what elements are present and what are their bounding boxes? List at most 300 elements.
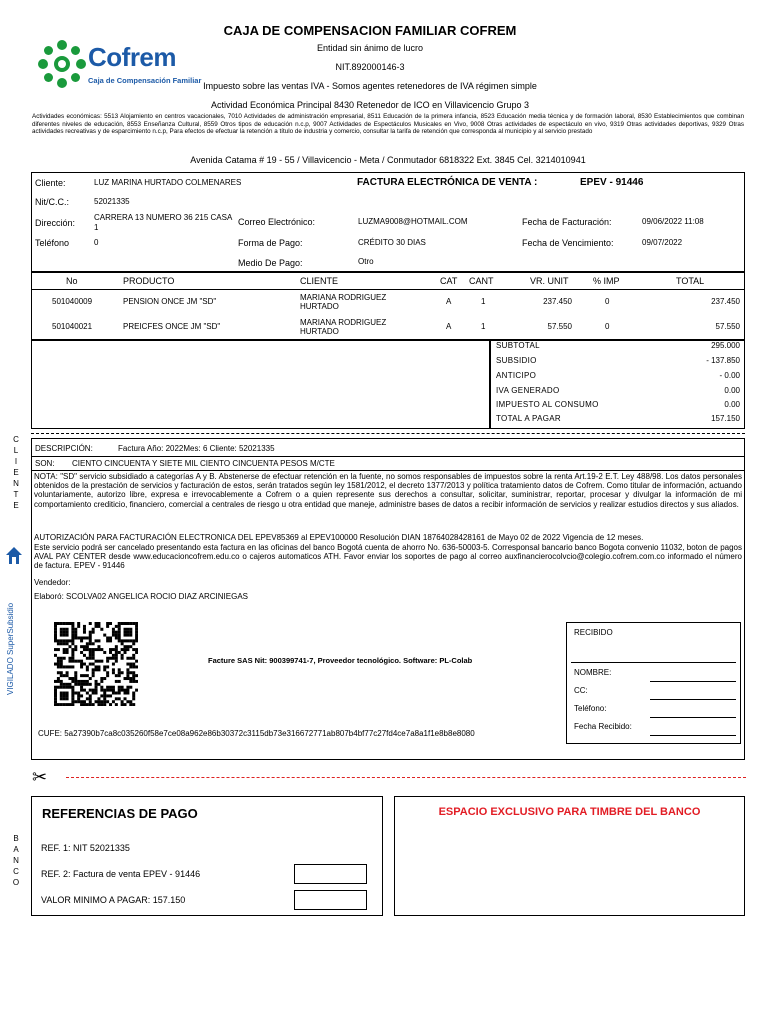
qr-module — [66, 628, 69, 631]
qr-module — [106, 700, 109, 703]
qr-module — [112, 671, 115, 674]
received-signature-line[interactable] — [571, 662, 736, 663]
qr-module — [74, 674, 77, 677]
qr-module — [129, 700, 132, 703]
qr-module — [115, 703, 118, 706]
qr-module — [95, 692, 98, 695]
qr-module — [112, 628, 115, 631]
advance-value: - 0.00 — [719, 371, 740, 380]
item-1-unit-value: 237.450 — [543, 297, 572, 306]
qr-module — [95, 648, 98, 651]
qr-module — [126, 700, 129, 703]
qr-code — [54, 622, 138, 706]
qr-module — [54, 654, 57, 657]
qr-module — [89, 639, 92, 642]
qr-module — [54, 692, 57, 695]
references-title: REFERENCIAS DE PAGO — [42, 806, 198, 821]
economic-activities: Actividades económicas: 5513 Alojamiento en centros vacacionales, 7010 Actividades de administración empresarial, 8511 Educación de la primera infancia, 8523 Educación media técnica y de formación laboral, 8530 Establecimientos que combinan diferentes niveles de educación, 8553 Enseñanza Cultural, 8559 Otros tipos de educación n.c.p, 9007 Actividades de Espectáculos Musicales en Vivo, 9008 Otras actividades de espectáculo en vivo, 9319 Otras actividades deportivas, 9329 Otras actividades recreativas y de esparcimiento n.c.p, Para efectos de efectuar la retención a título de industria y comercio, consultar la tarifa de retención que corresponda al municipio y al servicio prestado — [32, 113, 744, 136]
qr-module — [77, 636, 80, 639]
qr-module — [135, 625, 138, 628]
section-divider — [31, 433, 745, 434]
qr-module — [86, 636, 89, 639]
qr-module — [132, 694, 135, 697]
amount-words: CIENTO CINCUENTA Y SIETE MIL CIENTO CINCUENTA PESOS M/CTE — [72, 459, 335, 468]
qr-module — [63, 648, 66, 651]
qr-module — [115, 636, 118, 639]
qr-module — [89, 654, 92, 657]
qr-module — [112, 689, 115, 692]
qr-module — [77, 625, 80, 628]
qr-module — [54, 636, 57, 639]
qr-module — [92, 703, 95, 706]
qr-module — [86, 692, 89, 695]
qr-module — [118, 622, 121, 625]
qr-module — [132, 674, 135, 677]
item-1-total: 237.450 — [711, 297, 740, 306]
qr-module — [63, 628, 66, 631]
qr-module — [71, 636, 74, 639]
qr-module — [74, 631, 77, 634]
qr-module — [135, 639, 138, 642]
qr-module — [109, 622, 112, 625]
qr-module — [54, 697, 57, 700]
qr-module — [100, 694, 103, 697]
qr-module — [66, 639, 69, 642]
side-letter: C — [13, 867, 19, 876]
qr-module — [115, 648, 118, 651]
qr-module — [97, 683, 100, 686]
qr-module — [60, 686, 63, 689]
phone-label: Teléfono — [35, 238, 70, 248]
qr-module — [132, 654, 135, 657]
qr-code-icon — [54, 622, 138, 706]
qr-module — [126, 686, 129, 689]
company-title: CAJA DE COMPENSACION FAMILIAR COFREM — [223, 23, 517, 38]
qr-module — [129, 645, 132, 648]
qr-module — [92, 689, 95, 692]
qr-module — [57, 639, 60, 642]
total-payable-value: 157.150 — [711, 414, 740, 423]
qr-module — [92, 668, 95, 671]
qr-module — [77, 697, 80, 700]
qr-module — [71, 703, 74, 706]
item-1-client: MARIANA RODRIGUEZ HURTADO — [300, 293, 387, 311]
received-name-label: NOMBRE: — [574, 668, 612, 677]
item-2-qty: 1 — [481, 322, 486, 331]
qr-module — [92, 657, 95, 660]
total-payable-label: TOTAL A PAGAR — [496, 414, 561, 423]
qr-module — [106, 689, 109, 692]
qr-module — [95, 680, 98, 683]
due-date-label: Fecha de Vencimiento: — [522, 238, 614, 248]
qr-module — [95, 700, 98, 703]
qr-module — [83, 689, 86, 692]
col-header-qty: CANT — [469, 276, 494, 286]
qr-module — [86, 648, 89, 651]
qr-module — [60, 657, 63, 660]
qr-module — [68, 665, 71, 668]
qr-module — [109, 694, 112, 697]
qr-module — [135, 651, 138, 654]
qr-module — [89, 651, 92, 654]
qr-module — [118, 651, 121, 654]
qr-module — [71, 689, 74, 692]
qr-module — [97, 639, 100, 642]
qr-module — [112, 668, 115, 671]
qr-module — [66, 634, 69, 637]
qr-module — [103, 665, 106, 668]
qr-module — [100, 689, 103, 692]
qr-module — [71, 700, 74, 703]
qr-module — [66, 683, 69, 686]
qr-module — [126, 645, 129, 648]
qr-module — [80, 674, 83, 677]
qr-module — [60, 671, 63, 674]
qr-module — [124, 677, 127, 680]
logo-wordmark: Cofrem — [88, 42, 177, 72]
qr-module — [66, 694, 69, 697]
qr-module — [103, 634, 106, 637]
qr-module — [118, 689, 121, 692]
qr-module — [135, 680, 138, 683]
qr-module — [57, 671, 60, 674]
side-letter: T — [13, 490, 19, 499]
qr-module — [115, 625, 118, 628]
qr-module — [126, 663, 129, 666]
qr-module — [103, 651, 106, 654]
qr-module — [71, 657, 74, 660]
qr-module — [115, 634, 118, 637]
side-letter: E — [13, 501, 19, 510]
qr-module — [89, 622, 92, 625]
qr-module — [77, 694, 80, 697]
qr-module — [60, 703, 63, 706]
received-name-field[interactable] — [650, 681, 736, 682]
qr-module — [86, 668, 89, 671]
qr-module — [97, 648, 100, 651]
qr-module — [60, 622, 63, 625]
qr-module — [95, 639, 98, 642]
qr-module — [109, 686, 112, 689]
qr-module — [63, 665, 66, 668]
qr-module — [135, 636, 138, 639]
qr-module — [71, 628, 74, 631]
qr-module — [60, 665, 63, 668]
qr-module — [68, 683, 71, 686]
qr-module — [126, 677, 129, 680]
qr-module — [118, 625, 121, 628]
qr-module — [83, 636, 86, 639]
qr-module — [129, 631, 132, 634]
email-value: LUZMA9008@HOTMAIL.COM — [358, 217, 468, 226]
qr-module — [124, 645, 127, 648]
qr-module — [80, 665, 83, 668]
received-phone-field[interactable] — [650, 717, 736, 718]
qr-module — [60, 639, 63, 642]
qr-module — [63, 639, 66, 642]
qr-module — [132, 692, 135, 695]
qr-module — [118, 668, 121, 671]
qr-module — [126, 639, 129, 642]
qr-module — [74, 692, 77, 695]
qr-module — [83, 700, 86, 703]
qr-module — [83, 680, 86, 683]
address-value: CARRERA 13 NUMERO 36 215 CASA 1 — [94, 213, 232, 232]
invoice-number: EPEV - 91446 — [580, 177, 644, 188]
item-1-no: 501040009 — [52, 297, 93, 306]
qr-module — [68, 639, 71, 642]
qr-module — [132, 622, 135, 625]
side-letter: N — [13, 856, 19, 865]
qr-module — [132, 703, 135, 706]
qr-module — [54, 686, 57, 689]
qr-module — [89, 631, 92, 634]
qr-module — [129, 663, 132, 666]
qr-module — [89, 694, 92, 697]
qr-module — [135, 689, 138, 692]
received-cc-label: CC: — [574, 686, 588, 695]
subtotal-label: SUBTOTAL — [496, 341, 540, 350]
qr-module — [92, 648, 95, 651]
qr-module — [74, 636, 77, 639]
advance-label: ANTICIPO — [496, 371, 537, 380]
totals-left-panel — [31, 340, 490, 429]
qr-module — [60, 680, 63, 683]
subtotal-value: 295.000 — [711, 341, 740, 350]
qr-module — [57, 677, 60, 680]
qr-module — [112, 663, 115, 666]
qr-module — [63, 631, 66, 634]
qr-module — [83, 625, 86, 628]
qr-module — [71, 677, 74, 680]
description-divider — [31, 456, 745, 457]
qr-module — [80, 645, 83, 648]
company-address: Avenida Catama # 19 - 55 / Villavicencio - Meta / Conmutador 6818322 Ext. 3845 Cel. 3214010941 — [190, 155, 586, 165]
dian-authorization: AUTORIZACIÓN PARA FACTURACIÓN ELECTRONICA DEL EPEV85369 al EPEV100000 Resolución DIAN 18764028428161 de Mayo 02 de 2022 Vigencia de 12 meses. — [34, 533, 644, 542]
qr-module — [83, 663, 86, 666]
qr-module — [74, 628, 77, 631]
qr-module — [135, 631, 138, 634]
qr-module — [92, 628, 95, 631]
qr-module — [92, 651, 95, 654]
qr-module — [95, 686, 98, 689]
invoice-date-value: 09/06/2022 11:08 — [642, 217, 704, 226]
qr-module — [92, 663, 95, 666]
qr-module — [95, 689, 98, 692]
qr-module — [109, 636, 112, 639]
item-2-total: 57.550 — [715, 322, 740, 331]
qr-module — [106, 671, 109, 674]
qr-module — [129, 657, 132, 660]
qr-module — [103, 694, 106, 697]
qr-module — [57, 622, 60, 625]
qr-module — [129, 665, 132, 668]
qr-module — [100, 700, 103, 703]
qr-module — [92, 642, 95, 645]
consumption-tax-value: 0.00 — [724, 400, 740, 409]
qr-module — [63, 692, 66, 695]
qr-module — [124, 689, 127, 692]
qr-module — [80, 694, 83, 697]
qr-module — [126, 634, 129, 637]
received-date-label: Fecha Recibido: — [574, 722, 632, 731]
qr-module — [54, 628, 57, 631]
item-2-client: MARIANA RODRIGUEZ HURTADO — [300, 318, 387, 336]
minimum-payment-input[interactable] — [294, 890, 367, 910]
payment-form-label: Forma de Pago: — [238, 238, 303, 248]
qr-module — [121, 642, 124, 645]
cofrem-logo-icon — [36, 38, 88, 90]
qr-module — [100, 660, 103, 663]
qr-module — [126, 671, 129, 674]
qr-module — [129, 686, 132, 689]
qr-module — [89, 700, 92, 703]
qr-module — [68, 645, 71, 648]
qr-module — [83, 654, 86, 657]
qr-module — [86, 680, 89, 683]
qr-module — [115, 645, 118, 648]
qr-module — [60, 634, 63, 637]
qr-module — [97, 703, 100, 706]
qr-module — [86, 665, 89, 668]
qr-module — [126, 674, 129, 677]
qr-module — [89, 677, 92, 680]
qr-module — [121, 654, 124, 657]
qr-module — [121, 657, 124, 660]
qr-module — [126, 622, 129, 625]
tech-provider: Facture SAS Nit: 900399741-7, Proveedor tecnológico. Software: PL-Colab — [208, 656, 473, 665]
qr-module — [112, 700, 115, 703]
qr-module — [132, 665, 135, 668]
vigilado-supersubsidio-seal — [4, 545, 24, 705]
qr-module — [129, 677, 132, 680]
qr-module — [68, 657, 71, 660]
scissors-icon: ✂ — [32, 767, 48, 787]
reference-2: REF. 2: Factura de venta EPEV - 91446 — [41, 869, 201, 879]
qr-module — [54, 663, 57, 666]
qr-module — [57, 642, 60, 645]
qr-module — [89, 703, 92, 706]
qr-module — [89, 697, 92, 700]
qr-module — [66, 686, 69, 689]
qr-module — [74, 677, 77, 680]
qr-module — [106, 674, 109, 677]
qr-module — [66, 674, 69, 677]
qr-module — [112, 692, 115, 695]
qr-module — [124, 703, 127, 706]
qr-module — [103, 677, 106, 680]
qr-module — [118, 634, 121, 637]
qr-module — [63, 622, 66, 625]
cut-line — [66, 777, 746, 778]
qr-module — [71, 686, 74, 689]
qr-module — [103, 668, 106, 671]
qr-module — [106, 639, 109, 642]
qr-module — [106, 665, 109, 668]
qr-module — [103, 703, 106, 706]
qr-module — [97, 668, 100, 671]
side-label-cliente — [11, 434, 21, 511]
qr-module — [124, 648, 127, 651]
qr-module — [118, 692, 121, 695]
qr-module — [103, 692, 106, 695]
item-1-qty: 1 — [481, 297, 486, 306]
qr-module — [103, 697, 106, 700]
qr-module — [126, 628, 129, 631]
qr-module — [109, 703, 112, 706]
qr-module — [129, 634, 132, 637]
qr-module — [57, 703, 60, 706]
qr-module — [86, 703, 89, 706]
qr-module — [129, 622, 132, 625]
subsidy-value: - 137.850 — [706, 356, 740, 365]
qr-module — [60, 694, 63, 697]
qr-module — [112, 634, 115, 637]
qr-module — [115, 697, 118, 700]
qr-module — [83, 674, 86, 677]
reference-2-input[interactable] — [294, 864, 367, 884]
qr-module — [135, 665, 138, 668]
qr-module — [57, 657, 60, 660]
qr-module — [97, 700, 100, 703]
qr-module — [77, 692, 80, 695]
qr-module — [54, 634, 57, 637]
qr-module — [124, 631, 127, 634]
qr-module — [83, 645, 86, 648]
qr-module — [118, 628, 121, 631]
qr-module — [112, 686, 115, 689]
qr-module — [60, 683, 63, 686]
qr-module — [57, 680, 60, 683]
qr-module — [89, 634, 92, 637]
qr-module — [74, 634, 77, 637]
qr-module — [106, 660, 109, 663]
qr-module — [100, 677, 103, 680]
qr-module — [124, 639, 127, 642]
qr-module — [109, 689, 112, 692]
qr-module — [97, 665, 100, 668]
received-cc-field[interactable] — [650, 699, 736, 700]
qr-module — [135, 674, 138, 677]
header-line-1: Entidad sin ánimo de lucro — [316, 43, 424, 53]
qr-module — [63, 674, 66, 677]
qr-module — [97, 622, 100, 625]
email-label: Correo Electrónico: — [238, 217, 316, 227]
qr-module — [95, 665, 98, 668]
col-header-no: No — [66, 276, 78, 286]
qr-module — [132, 680, 135, 683]
qr-module — [106, 657, 109, 660]
received-date-field[interactable] — [650, 735, 736, 736]
nit-label: Nit/C.C.: — [35, 197, 70, 207]
side-letter: C — [13, 435, 19, 444]
qr-module — [126, 689, 129, 692]
qr-module — [77, 683, 80, 686]
qr-module — [106, 694, 109, 697]
qr-module — [77, 680, 80, 683]
qr-module — [124, 692, 127, 695]
qr-module — [54, 689, 57, 692]
header-line-4: Actividad Económica Principal 8430 Retenedor de ICO en Villavicencio Grupo 3 — [210, 100, 529, 110]
qr-module — [106, 622, 109, 625]
qr-module — [115, 651, 118, 654]
qr-module — [129, 628, 132, 631]
qr-module — [86, 657, 89, 660]
qr-module — [115, 674, 118, 677]
qr-module — [71, 665, 74, 668]
qr-module — [121, 648, 124, 651]
items-header-divider — [31, 289, 745, 290]
